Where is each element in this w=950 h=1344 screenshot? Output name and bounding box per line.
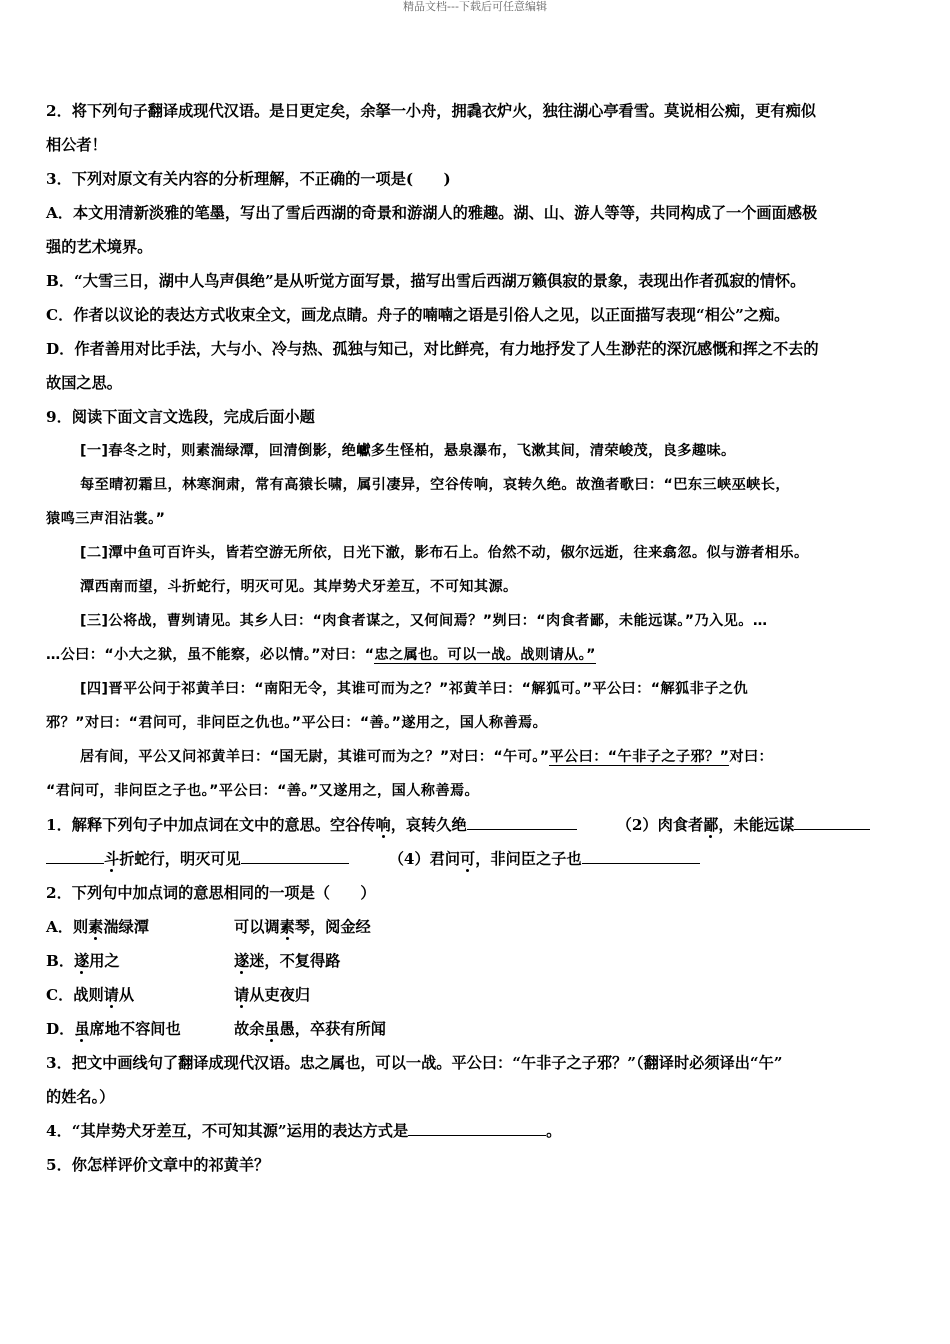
answer-blank-2[interactable] [794, 811, 870, 830]
q3-option-d-1: D．作者善用对比手法，大与小、冷与热、孤独与知己，对比鲜亮，有力地抒发了人生渺茫的深沉感慨和挥之不去的 [46, 340, 819, 358]
passage-4-line-1: [四]晋平公问于祁黄羊曰：“南阳无令，其谁可而为之？”祁黄羊曰：“解狐可。”平公曰：“解狐非子之仇 [80, 681, 748, 697]
passage-2-line-1: [二]潭中鱼可百许头，皆若空游无所依，日光下澈，影布石上。佁然不动，俶尔远逝，往来翕忽。似与游者相乐。 [80, 545, 809, 561]
dotted-word: 鄙 [703, 816, 719, 834]
q3-option-b: B．“大雪三日，湖中人鸟声俱绝”是从听觉方面写景，描写出雪后西湖万籁俱寂的景象，表现出作者孤寂的情怀。 [46, 272, 806, 290]
option-text: 琴，阅金经 [294, 918, 371, 936]
underlined-sentence-2: 平公曰：“午非子之子邪？” [549, 749, 730, 765]
answer-blank-2-cont[interactable] [46, 845, 104, 864]
sub1-line-1 [46, 808, 916, 842]
option-text: B． [46, 952, 75, 970]
dotted-word: 虽 [74, 1020, 90, 1038]
dotted-word: 虽 [264, 1020, 280, 1038]
dotted-word: 遂 [234, 952, 250, 970]
passage-2-line-2: 潭西南而望，斗折蛇行，明灭可见。其岸势犬牙差互，不可知其源。 [80, 579, 518, 595]
passage-4-text: 居有间，平公又问祁黄羊曰：“国无尉，其谁可而为之？”对曰：“午可。” [80, 749, 550, 765]
answer-blank-4[interactable] [582, 845, 700, 864]
dotted-word: 素 [88, 918, 104, 936]
answer-blank-3[interactable] [241, 845, 349, 864]
option-text: 湍绿潭 [103, 918, 149, 936]
sub1-text: （4）君问 [388, 850, 461, 868]
sub4-line [46, 1114, 916, 1148]
passage-3-line-2 [46, 638, 916, 672]
q2-line-1: 2．将下列句子翻译成现代汉语。是日更定矣，余拏一小舟，拥毳衣炉火，独往湖心亭看雪。莫说相公痴，更有痴似 [46, 102, 816, 120]
option-text: A．则 [46, 918, 89, 936]
dotted-word: 斗 [104, 850, 120, 868]
sub3-line-1: 3．把文中画线句了翻译成现代汉语。忠之属也，可以一战。平公曰：“午非子之子邪？”（翻译时必须译出“午” [46, 1054, 783, 1072]
option-text: C．战则 [46, 986, 104, 1004]
dotted-word: 遂 [74, 952, 90, 970]
sub5-line: 5．你怎样评价文章中的祁黄羊？ [46, 1156, 270, 1174]
sub1-text: ，哀转久绝 [390, 816, 467, 834]
sub2-option-c[interactable] [46, 978, 916, 1012]
option-text: 愚，卒获有所闻 [279, 1020, 386, 1038]
q2-line-2: 相公者！ [46, 136, 107, 154]
dotted-word: 可 [460, 850, 476, 868]
dotted-word: 响 [375, 816, 391, 834]
answer-blank-5[interactable] [408, 1117, 546, 1136]
passage-4-line-3 [46, 740, 916, 774]
option-text: D． [46, 1020, 75, 1038]
passage-1-line-3: 猿鸣三声泪沾裳。” [46, 511, 166, 527]
q3-option-a-2: 强的艺术境界。 [46, 238, 153, 256]
dotted-word: 素 [279, 918, 295, 936]
option-text: 从吏夜归 [249, 986, 310, 1004]
option-text: 可以调 [234, 918, 280, 936]
dotted-word: 请 [103, 986, 119, 1004]
sub1-text: ，未能远谋 [718, 816, 795, 834]
sub1-text: ，非问臣之子也 [475, 850, 582, 868]
sub1-text: 折蛇行，明灭可见 [119, 850, 241, 868]
passage-3-line-1: [三]公将战，曹刿请见。其乡人曰：“肉食者谋之，又何间焉？”刿曰：“肉食者鄙，未能远谋。”乃入见。… [80, 613, 768, 629]
sub4-text-end: 。 [546, 1122, 562, 1140]
document-body [46, 94, 916, 1182]
answer-blank-1[interactable] [467, 811, 577, 830]
passage-1-line-1: [一]春冬之时，则素湍绿潭，回清倒影，绝巘多生怪柏，悬泉瀑布，飞漱其间，清荣峻茂，良多趣味。 [80, 443, 736, 459]
passage-4-text-end: 对曰： [729, 749, 774, 765]
underlined-sentence-1: 忠之属也。可以一战。战则请从。” [374, 647, 596, 663]
option-text: 从 [118, 986, 135, 1004]
sub4-text: 4．“其岸势犬牙差互，不可知其源”运用的表达方式是 [46, 1122, 409, 1140]
q9-title: 9．阅读下面文言文选段，完成后面小题 [46, 408, 315, 426]
option-text: 故余 [234, 1020, 265, 1038]
page-header: 精品文档---下载后可任意编辑 [403, 0, 547, 13]
q3-option-c: C．作者以议论的表达方式收束全文，画龙点睛。舟子的喃喃之语是引俗人之见，以正面描写表现“相公”之痴。 [46, 306, 790, 324]
option-text: 席地不容间也 [89, 1020, 181, 1038]
sub2-stem: 2．下列句中加点词的意思相同的一项是（ ） [46, 884, 376, 902]
passage-1-line-2: 每至晴初霜旦，林寒涧肃，常有高猿长啸，属引凄异，空谷传响，哀转久绝。故渔者歌曰：“巴东三峡巫峡长， [80, 477, 790, 493]
passage-3-text: …公曰：“小大之狱，虽不能察，必以情。”对曰：“ [46, 647, 375, 663]
sub1-text: （2）肉食者 [616, 816, 704, 834]
sub2-option-a[interactable] [46, 910, 916, 944]
q3-option-a-1: A．本文用清新淡雅的笔墨，写出了雪后西湖的奇景和游湖人的雅趣。湖、山、游人等等，共同构成了一个画面感极 [46, 204, 818, 222]
sub1-text: 1．解释下列句子中加点词在文中的意思。空谷传 [46, 816, 376, 834]
dotted-word: 请 [234, 986, 250, 1004]
q3-stem: 3．下列对原文有关内容的分析理解，不正确的一项是( ) [46, 170, 451, 188]
option-text: 迷，不复得路 [249, 952, 341, 970]
sub2-option-d[interactable] [46, 1012, 916, 1046]
passage-4-line-4: “君问可，非问臣之子也。”平公曰：“善。”又遂用之，国人称善焉。 [46, 783, 480, 799]
q3-option-d-2: 故国之思。 [46, 374, 122, 392]
sub2-option-b[interactable] [46, 944, 916, 978]
option-text: 用之 [89, 952, 120, 970]
sub1-line-2 [46, 842, 916, 876]
sub3-line-2: 的姓名。） [46, 1088, 115, 1106]
passage-4-line-2: 邪？”对曰：“君问可，非问臣之仇也。”平公曰：“善。”遂用之，国人称善焉。 [46, 715, 548, 731]
